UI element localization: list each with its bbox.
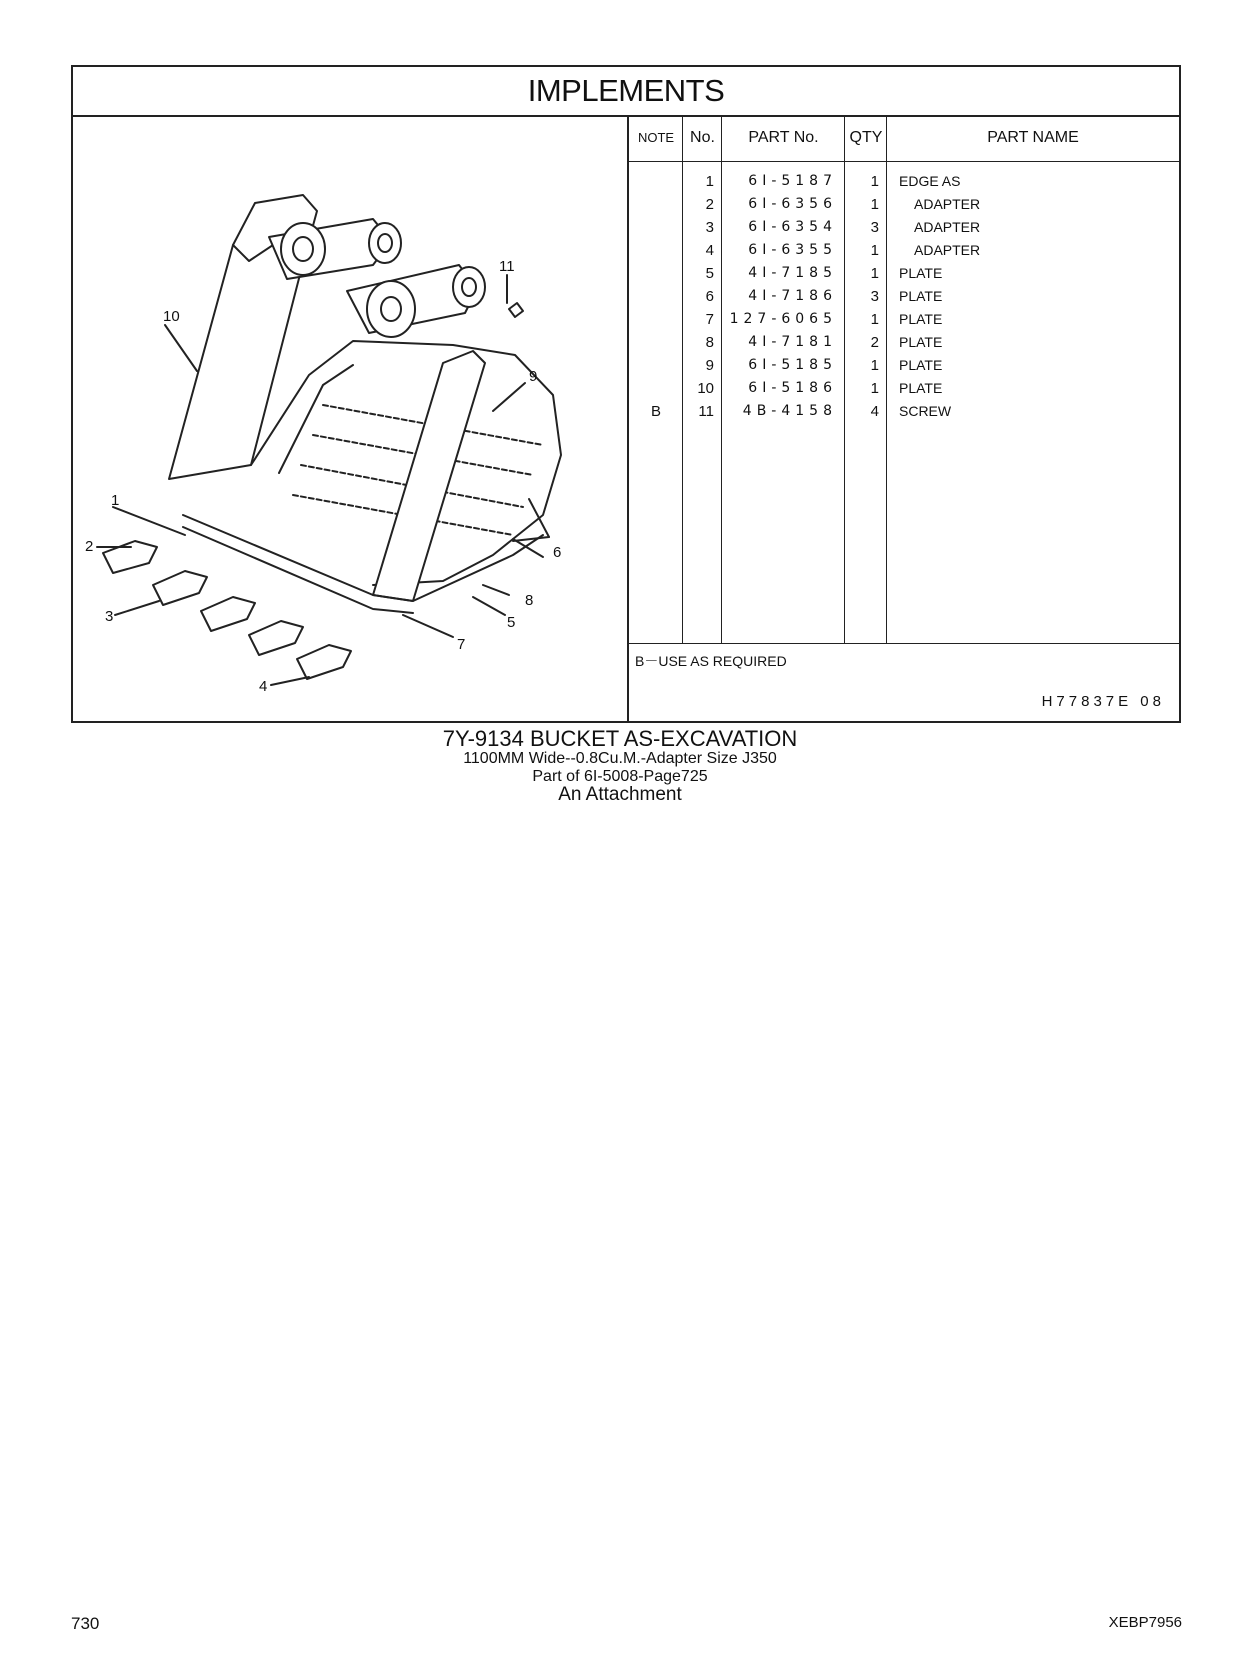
callout-5: 5 [507,614,516,631]
table-row [629,285,1179,308]
row-part-no: 6I-5187 [748,173,837,189]
section-title: IMPLEMENTS [73,67,1179,117]
row-qty: 1 [870,380,879,397]
row-part-name: PLATE [899,288,943,304]
table-row [629,308,1179,331]
row-no: 8 [705,334,714,351]
row-part-no: 4I-7181 [748,334,837,350]
row-part-no: 127-6065 [729,311,837,327]
row-qty: 3 [870,288,879,305]
table-row [629,262,1179,285]
callout-8: 8 [525,592,534,609]
table-row [629,193,1179,216]
bucket-diagram [73,115,629,721]
caption-part-of: Part of 6I-5008-Page725 [532,768,708,785]
table-row [629,377,1179,400]
page-number: 730 [71,1614,100,1633]
row-part-no: 6I-6354 [748,219,837,235]
row-part-name: PLATE [899,334,943,350]
row-part-name: PLATE [899,311,943,327]
row-part-name: PLATE [899,357,943,373]
row-no: 4 [705,242,714,259]
table-row [629,331,1179,354]
row-qty: 1 [870,196,879,213]
callout-2: 2 [85,538,94,555]
row-qty: 1 [870,173,879,190]
row-qty: 1 [870,357,879,374]
callout-7: 7 [457,636,466,653]
callout-4: 4 [259,678,268,695]
row-part-no: 4B-4158 [742,403,837,419]
row-part-name: ADAPTER [914,242,981,258]
bucket-illustration [73,115,627,721]
callout-6: 6 [553,544,562,561]
caption-spec: 1100MM Wide--0.8Cu.M.-Adapter Size J350 [463,750,777,767]
row-part-no: 4I-7186 [748,288,837,304]
callout-3: 3 [105,608,114,625]
row-no: 9 [705,357,714,374]
row-part-no: 6I-5185 [748,357,837,373]
row-qty: 3 [870,219,879,236]
row-qty: 4 [870,403,879,420]
row-part-name: ADAPTER [914,219,981,235]
table-row [629,400,1179,423]
callout-1: 1 [111,492,120,509]
row-qty: 2 [870,334,879,351]
row-part-name: PLATE [899,380,943,396]
row-no: 10 [697,380,714,397]
row-part-no: 4I-7185 [748,265,837,281]
caption-title: 7Y-9134 BUCKET AS-EXCAVATION [442,726,798,751]
header-no: No. [690,129,715,146]
parts-rows [629,170,1179,423]
row-qty: 1 [870,242,879,259]
row-note: B [650,403,661,420]
illustration-code: H77837E 08 [1041,693,1165,710]
row-part-name: EDGE AS [899,173,961,189]
parts-table [629,115,1179,721]
row-no: 11 [698,403,714,420]
callout-10: 10 [163,308,180,325]
table-row [629,170,1179,193]
row-part-name: ADAPTER [914,196,981,212]
table-footnote: B－USE AS REQUIRED [635,653,787,669]
row-qty: 1 [870,311,879,328]
document-id: XEBP7956 [1108,1614,1182,1631]
row-part-name: PLATE [899,265,943,281]
row-part-no: 6I-6355 [748,242,837,258]
header-rule [629,161,1179,162]
row-no: 5 [705,265,714,282]
row-no: 1 [705,173,714,190]
header-part-name: PART NAME [987,129,1079,146]
caption-type: An Attachment [558,784,682,805]
row-part-no: 6I-6356 [748,196,837,212]
callout-9: 9 [529,368,538,385]
row-qty: 1 [870,265,879,282]
parts-frame [71,65,1181,723]
footnote-rule [629,643,1179,644]
table-row [629,216,1179,239]
table-row [629,354,1179,377]
row-no: 6 [705,288,714,305]
table-row [629,239,1179,262]
header-part-no: PART No. [748,129,819,146]
row-no: 2 [705,196,714,213]
row-part-no: 6I-5186 [748,380,837,396]
row-no: 3 [705,219,714,236]
row-no: 7 [705,311,714,328]
header-qty: QTY [849,129,883,146]
header-note: NOTE [637,130,675,145]
callout-11: 11 [499,258,515,275]
row-part-name: SCREW [899,403,952,419]
